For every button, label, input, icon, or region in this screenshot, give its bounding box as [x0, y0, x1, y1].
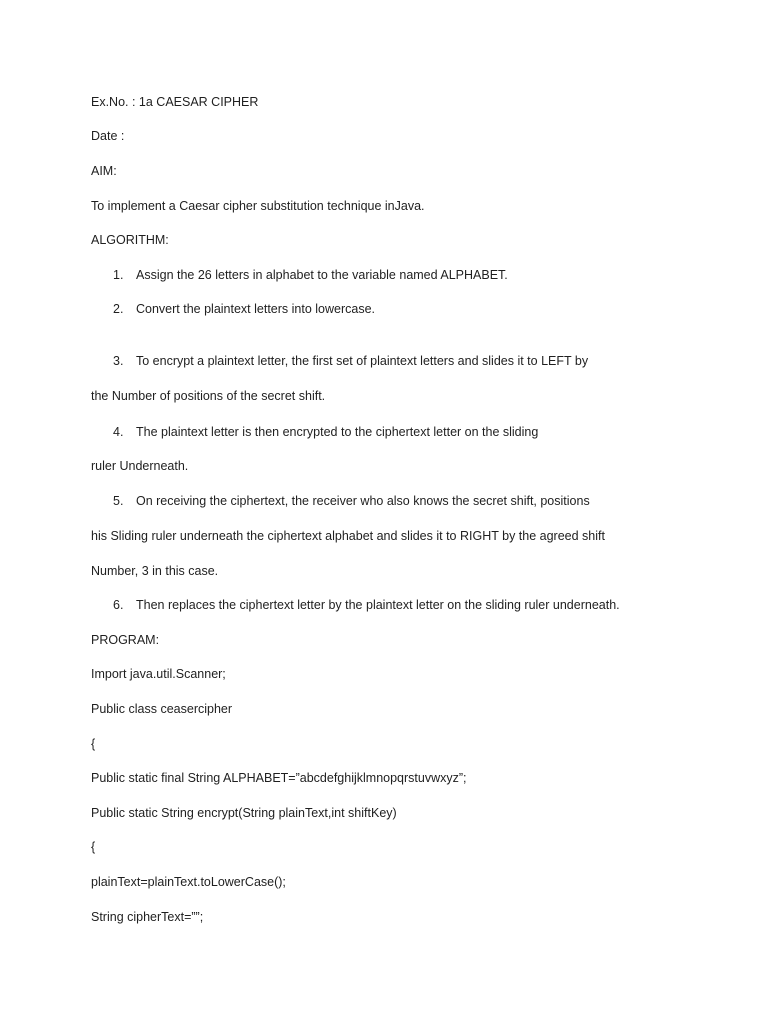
code-line: Import java.util.Scanner; — [91, 667, 226, 681]
algorithm-step-number: 5. — [113, 494, 124, 508]
algorithm-step-number: 1. — [113, 268, 124, 282]
algorithm-step-text: Convert the plaintext letters into lowercase. — [136, 302, 376, 316]
exercise-title: Ex.No. : 1a CAESAR CIPHER — [91, 95, 259, 109]
code-line: { — [91, 737, 96, 751]
algorithm-step-number: 6. — [113, 598, 124, 612]
code-line: Public class ceasercipher — [91, 702, 233, 716]
algorithm-step-text: To encrypt a plaintext letter, the first set of plaintext letters and slides it to LEFT by — [136, 354, 589, 368]
aim-text: To implement a Caesar cipher substitution technique inJava. — [91, 199, 425, 213]
algorithm-step-number: 4. — [113, 425, 124, 439]
algorithm-step-text: On receiving the ciphertext, the receiver who also knows the secret shift, positions — [136, 494, 590, 508]
algorithm-step-number: 2. — [113, 302, 124, 316]
date-label: Date : — [91, 129, 125, 143]
algorithm-step-continuation: his Sliding ruler underneath the ciphertext alphabet and slides it to RIGHT by the agreed shift — [91, 529, 605, 543]
code-line: plainText=plainText.toLowerCase(); — [91, 875, 286, 889]
code-line: { — [91, 840, 96, 854]
algorithm-step-text: The plaintext letter is then encrypted to the ciphertext letter on the sliding — [136, 425, 539, 439]
algorithm-step-continuation: Number, 3 in this case. — [91, 564, 219, 578]
code-line: Public static String encrypt(String plainText,int shiftKey) — [91, 806, 397, 820]
code-line: String cipherText=””; — [91, 910, 204, 924]
aim-heading: AIM: — [91, 164, 117, 178]
code-line: Public static final String ALPHABET=”abcdefghijklmnopqrstuvwxyz”; — [91, 771, 467, 785]
algorithm-step-text: Then replaces the ciphertext letter by the plaintext letter on the sliding ruler underneath. — [136, 598, 620, 612]
algorithm-step-continuation: ruler Underneath. — [91, 459, 189, 473]
program-heading: PROGRAM: — [91, 633, 160, 647]
algorithm-step-text: Assign the 26 letters in alphabet to the variable named ALPHABET. — [136, 268, 508, 282]
algorithm-heading: ALGORITHM: — [91, 233, 169, 247]
algorithm-step-continuation: the Number of positions of the secret shift. — [91, 389, 326, 403]
algorithm-step-number: 3. — [113, 354, 124, 368]
